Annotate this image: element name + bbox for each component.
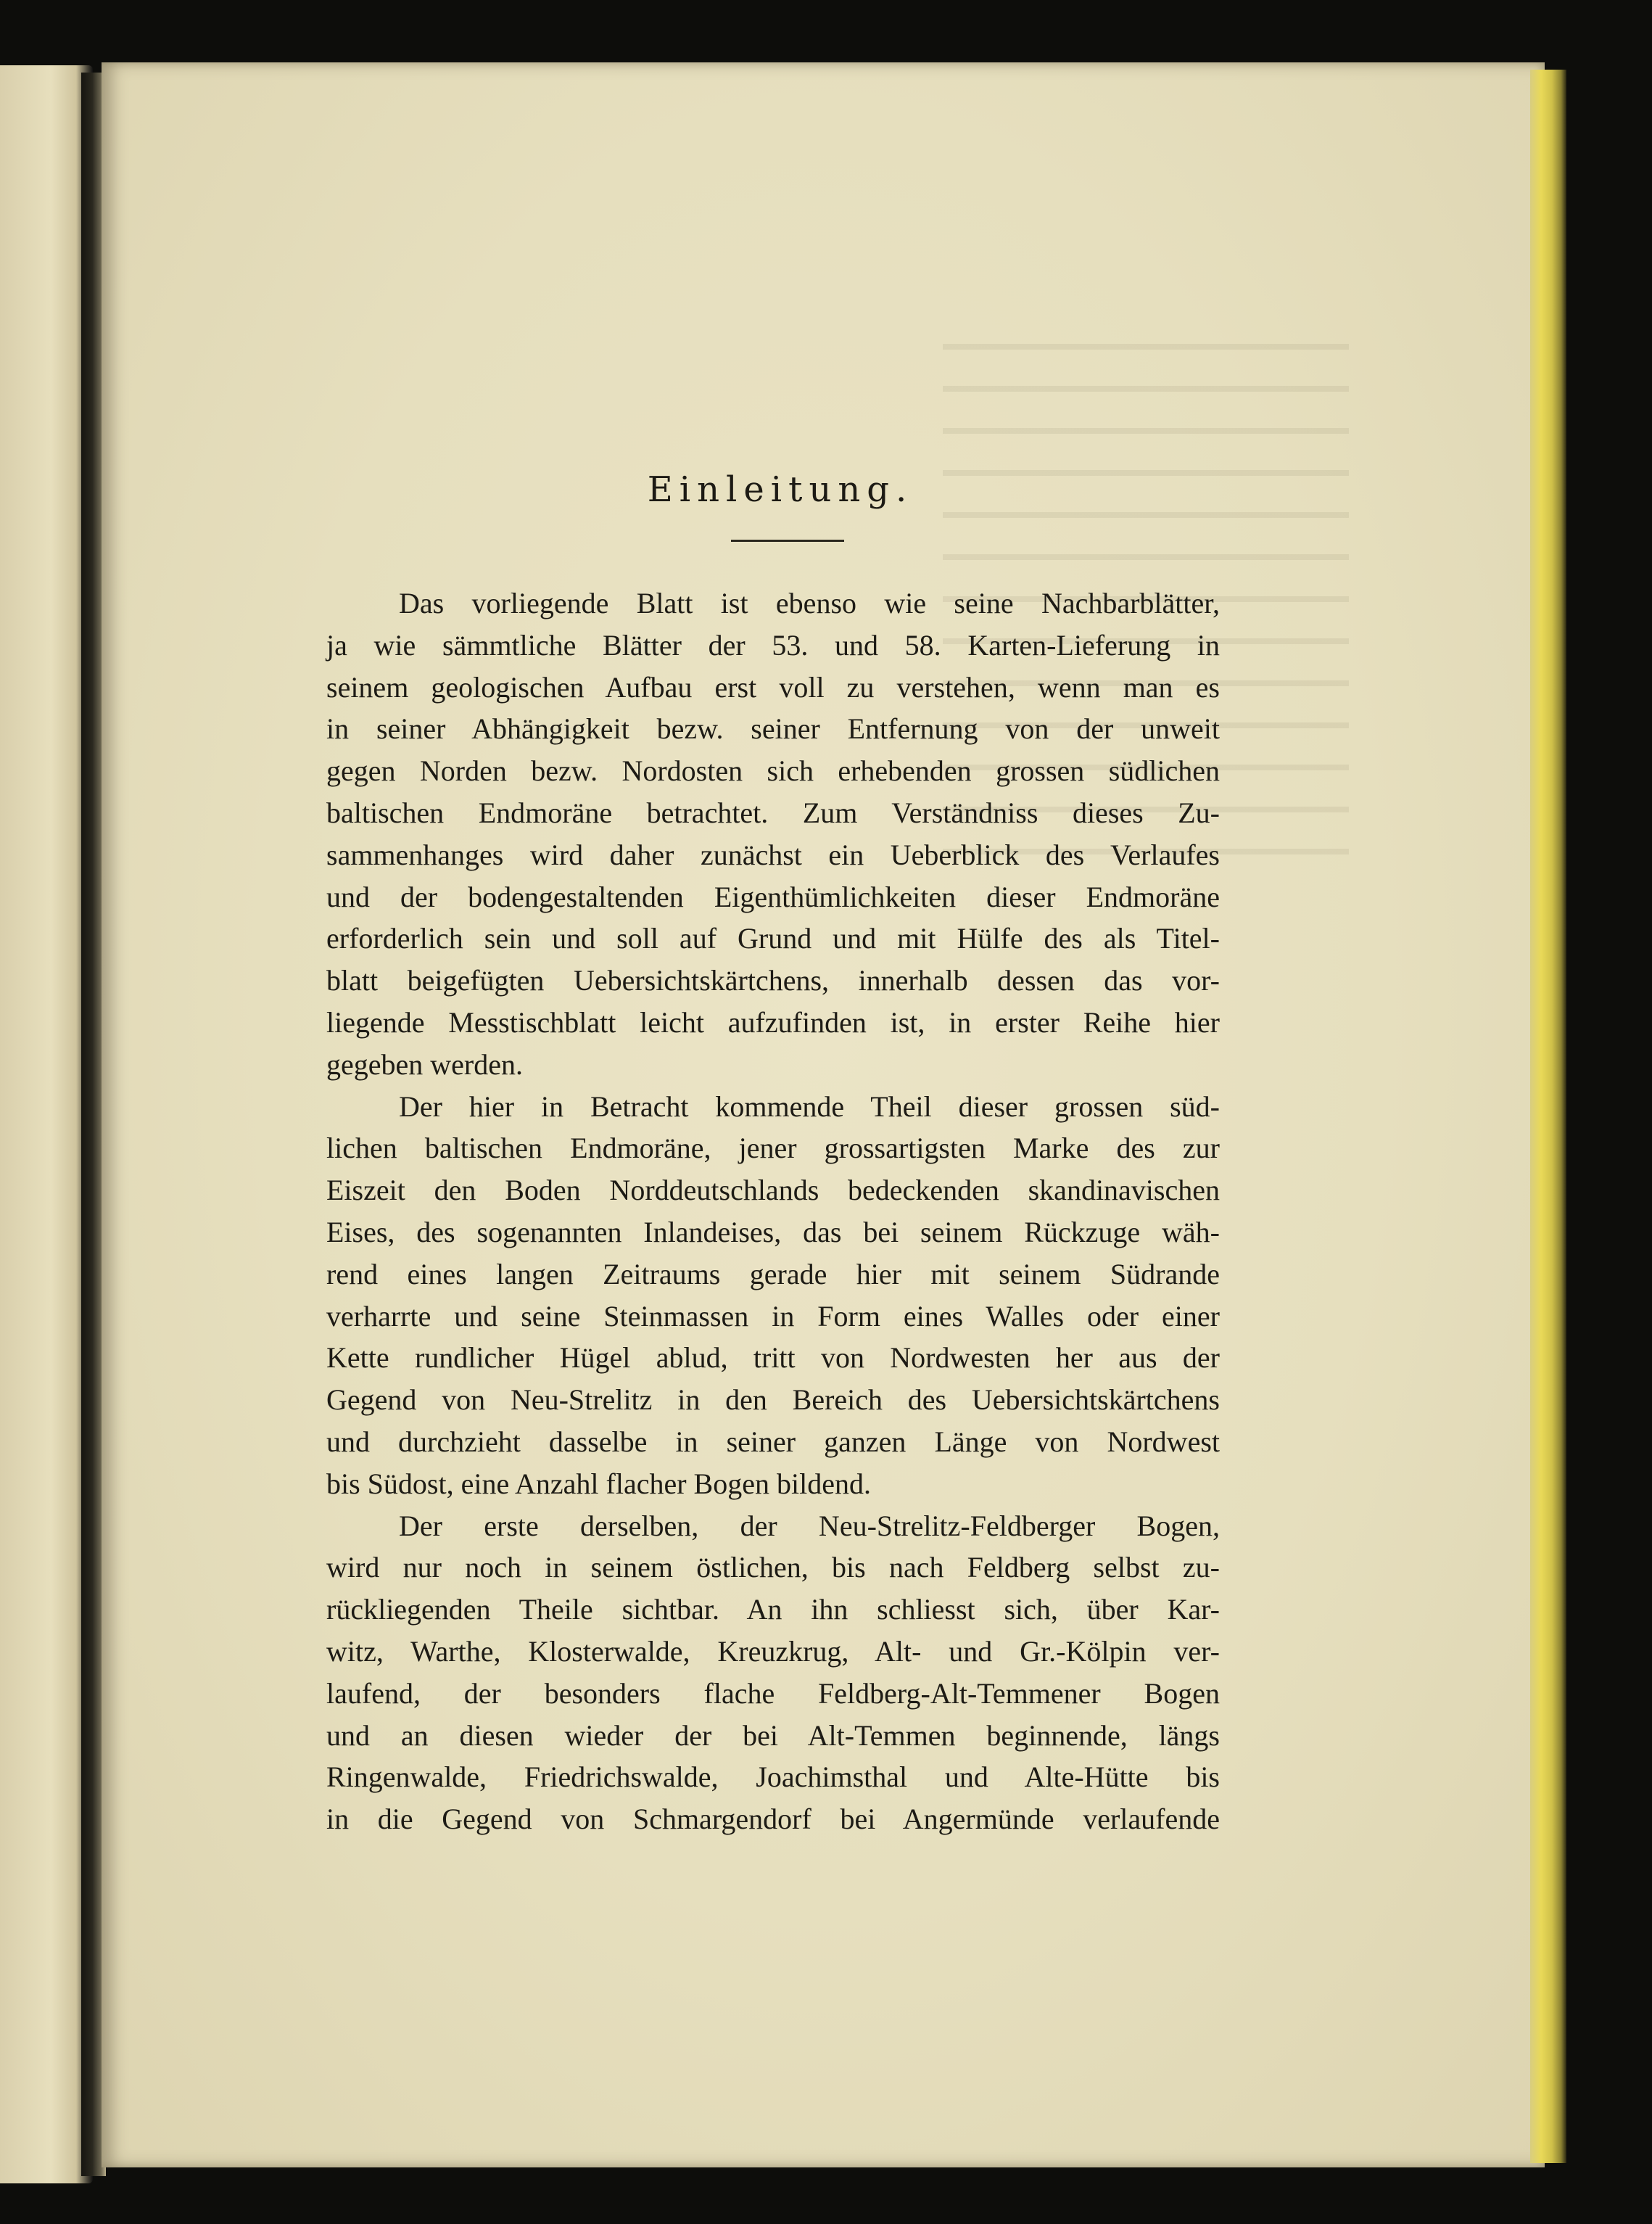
text-line: Eiszeit den Boden Norddeutschlands bedeckenden skandinavischen (326, 1174, 1220, 1207)
text-line: baltischen Endmoräne betrachtet. Zum Verständniss dieses Zu- (326, 796, 1220, 829)
text-line: witz, Warthe, Klosterwalde, Kreuzkrug, Alt- und Gr.-Kölpin ver- (326, 1634, 1220, 1668)
text-line: und an diesen wieder der bei Alt-Temmen beginnende, längs (326, 1718, 1220, 1752)
chapter-heading: Einleitung. (647, 469, 914, 510)
text-line: blatt beigefügten Uebersichtskärtchens, innerhalb dessen das vor- (326, 964, 1220, 997)
text-line: laufend, der besonders flache Feldberg-Alt-Temmener Bogen (326, 1676, 1220, 1710)
text-line: in die Gegend von Schmargendorf bei Angermünde verlaufende (326, 1803, 1220, 1836)
text-line: rückliegenden Theile sichtbar. An ihn schliesst sich, über Kar- (326, 1593, 1220, 1626)
text-line: seinem geologischen Aufbau erst voll zu verstehen, wenn man es (326, 670, 1220, 704)
text-line: und durchzieht dasselbe in seiner ganzen Länge von Nordwest (326, 1425, 1220, 1458)
paragraph-1 (326, 582, 1220, 1086)
text-line: sammenhanges wird daher zunächst ein Ueberblick des Verlaufes (326, 838, 1220, 871)
text-line: und der bodengestaltenden Eigenthümlichkeiten dieser Endmoräne (326, 880, 1220, 913)
text-line: erforderlich sein und soll auf Grund und mit Hülfe des als Titel- (326, 922, 1220, 955)
text-line: verharrte und seine Steinmassen in Form eines Walles oder einer (326, 1299, 1220, 1333)
text-line: bis Südost, eine Anzahl flacher Bogen bildend. (326, 1467, 871, 1500)
text-line: rend eines langen Zeitraums gerade hier mit seinem Südrande (326, 1257, 1220, 1290)
text-line: wird nur noch in seinem östlichen, bis nach Feldberg selbst zu- (326, 1551, 1220, 1584)
paragraph-2 (326, 1086, 1220, 1505)
text-line: Eises, des sogenannten Inlandeises, das bei seinem Rückzuge wäh- (326, 1215, 1220, 1248)
text-line: Gegend von Neu-Strelitz in den Bereich des Uebersichtskärtchens (326, 1383, 1220, 1417)
text-line: in seiner Abhängigkeit bezw. seiner Entfernung von der unweit (326, 712, 1220, 746)
text-line: Der hier in Betracht kommende Theil dieser grossen süd- (399, 1090, 1220, 1123)
page-content (326, 464, 1220, 1840)
text-line: Kette rundlicher Hügel ablud, tritt von Nordwesten her aus der (326, 1341, 1220, 1375)
heading-rule (731, 540, 844, 542)
text-line: gegen Norden bezw. Nordosten sich erhebenden grossen südlichen (326, 754, 1220, 788)
facing-page-edge (0, 65, 93, 2183)
text-line: Ringenwalde, Friedrichswalde, Joachimsthal und Alte-Hütte bis (326, 1760, 1220, 1794)
text-line: liegende Messtischblatt leicht aufzufinden ist, in erster Reihe hier (326, 1005, 1220, 1039)
text-line: gegeben werden. (326, 1047, 523, 1081)
text-line: lichen baltischen Endmoräne, jener grossartigsten Marke des zur (326, 1132, 1220, 1165)
page-block-edge (1530, 70, 1566, 2163)
text-line: Das vorliegende Blatt ist ebenso wie seine Nachbarblätter, (399, 587, 1220, 619)
paragraph-3 (326, 1505, 1220, 1840)
text-line: ja wie sämmtliche Blätter der 53. und 58. Karten-Lieferung in (326, 628, 1220, 662)
text-line: Der erste derselben, der Neu-Strelitz-Feldberger Bogen, (399, 1509, 1220, 1542)
